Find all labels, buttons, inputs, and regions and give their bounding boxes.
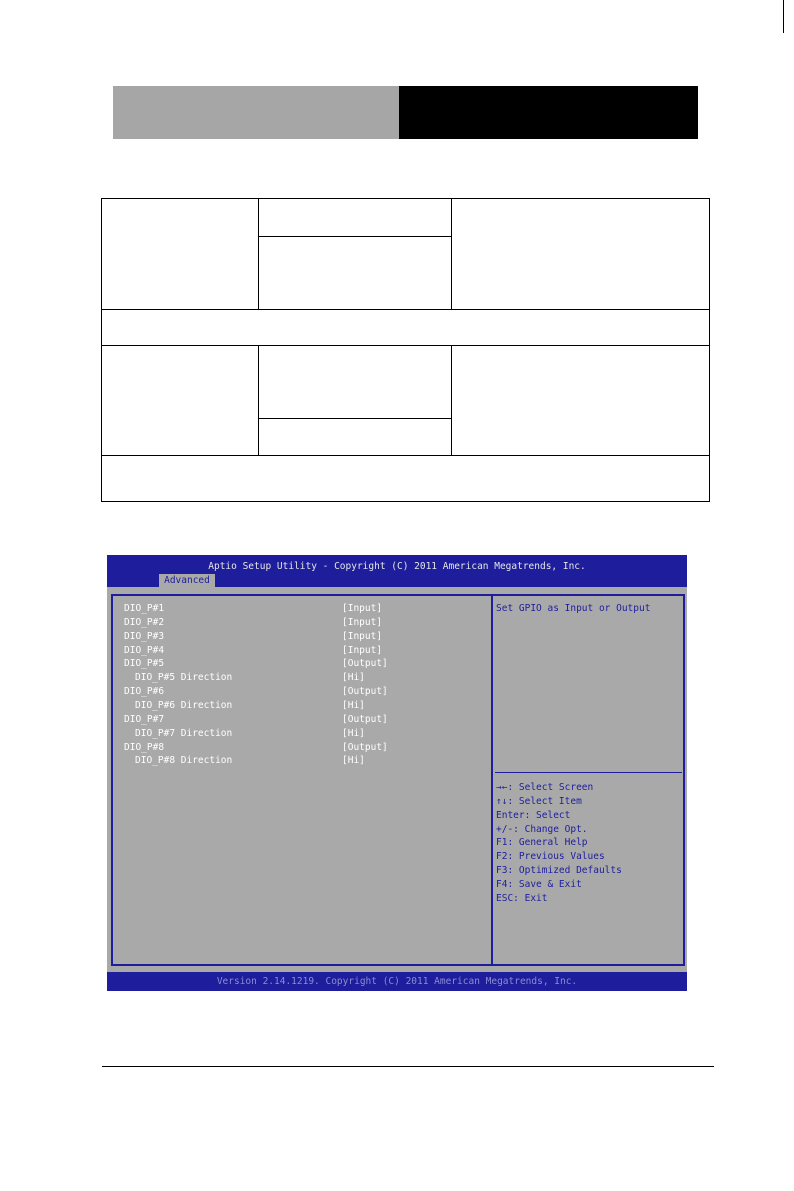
blank-table	[101, 198, 710, 502]
menu-value-dio-p5[interactable]: [Output]	[342, 658, 388, 669]
menu-value-dio-p1[interactable]: [Input]	[342, 603, 383, 614]
menu-value-dio-p8-direction[interactable]: [Hi]	[342, 755, 365, 766]
table-rule	[258, 236, 451, 237]
table-rule	[258, 345, 259, 455]
bios-main-frame	[111, 594, 685, 966]
table-rule	[102, 455, 709, 456]
menu-item-dio-p8-direction[interactable]: DIO_P#8 Direction	[135, 755, 233, 766]
bios-screenshot	[107, 555, 687, 991]
key-hint-select-item: ↑↓: Select Item	[496, 796, 582, 807]
menu-item-dio-p7[interactable]: DIO_P#7	[124, 714, 165, 725]
menu-value-dio-p6[interactable]: [Output]	[342, 686, 388, 697]
menu-value-dio-p4[interactable]: [Input]	[342, 645, 383, 656]
tab-advanced[interactable]: Advanced	[159, 574, 215, 587]
key-hint-previous-values: F2: Previous Values	[496, 851, 605, 862]
menu-item-dio-p5-direction[interactable]: DIO_P#5 Direction	[135, 672, 233, 683]
table-rule	[258, 418, 451, 419]
bios-column-divider	[491, 594, 493, 966]
table-rule	[258, 199, 259, 309]
menu-item-dio-p7-direction[interactable]: DIO_P#7 Direction	[135, 728, 233, 739]
key-hint-esc-exit: ESC: Exit	[496, 893, 548, 904]
key-hint-save-exit: F4: Save & Exit	[496, 879, 582, 890]
key-hint-enter: Enter: Select	[496, 810, 571, 821]
bios-version: Version 2.14.1219. Copyright (C) 2011 American Megatrends, Inc.	[216, 976, 578, 987]
menu-item-dio-p1[interactable]: DIO_P#1	[124, 603, 165, 614]
menu-item-dio-p6-direction[interactable]: DIO_P#6 Direction	[135, 700, 233, 711]
table-rule	[102, 309, 709, 310]
bios-title: Aptio Setup Utility - Copyright (C) 2011 American Megatrends, Inc.	[208, 561, 586, 572]
key-hint-general-help: F1: General Help	[496, 837, 588, 848]
page-edge-mark	[783, 0, 784, 33]
footer-rule	[102, 1066, 714, 1067]
menu-value-dio-p3[interactable]: [Input]	[342, 631, 383, 642]
bios-help-divider	[495, 772, 682, 773]
menu-value-dio-p2[interactable]: [Input]	[342, 617, 383, 628]
menu-value-dio-p7[interactable]: [Output]	[342, 714, 388, 725]
key-hint-select-screen: →←: Select Screen	[496, 782, 594, 793]
key-hint-change-opt: +/-: Change Opt.	[496, 824, 588, 835]
key-hint-optimized-defaults: F3: Optimized Defaults	[496, 865, 622, 876]
table-rule	[451, 345, 452, 455]
menu-item-dio-p8[interactable]: DIO_P#8	[124, 742, 165, 753]
header-bar-black	[399, 86, 698, 139]
menu-item-dio-p3[interactable]: DIO_P#3	[124, 631, 165, 642]
header-bar-gray	[113, 86, 399, 139]
menu-value-dio-p5-direction[interactable]: [Hi]	[342, 672, 365, 683]
menu-item-dio-p2[interactable]: DIO_P#2	[124, 617, 165, 628]
menu-value-dio-p8[interactable]: [Output]	[342, 742, 388, 753]
menu-value-dio-p6-direction[interactable]: [Hi]	[342, 700, 365, 711]
menu-item-dio-p5[interactable]: DIO_P#5	[124, 658, 165, 669]
help-text: Set GPIO as Input or Output	[496, 603, 651, 614]
menu-value-dio-p7-direction[interactable]: [Hi]	[342, 728, 365, 739]
table-rule	[102, 345, 709, 346]
menu-item-dio-p4[interactable]: DIO_P#4	[124, 645, 165, 656]
table-rule	[451, 199, 452, 309]
menu-item-dio-p6[interactable]: DIO_P#6	[124, 686, 165, 697]
